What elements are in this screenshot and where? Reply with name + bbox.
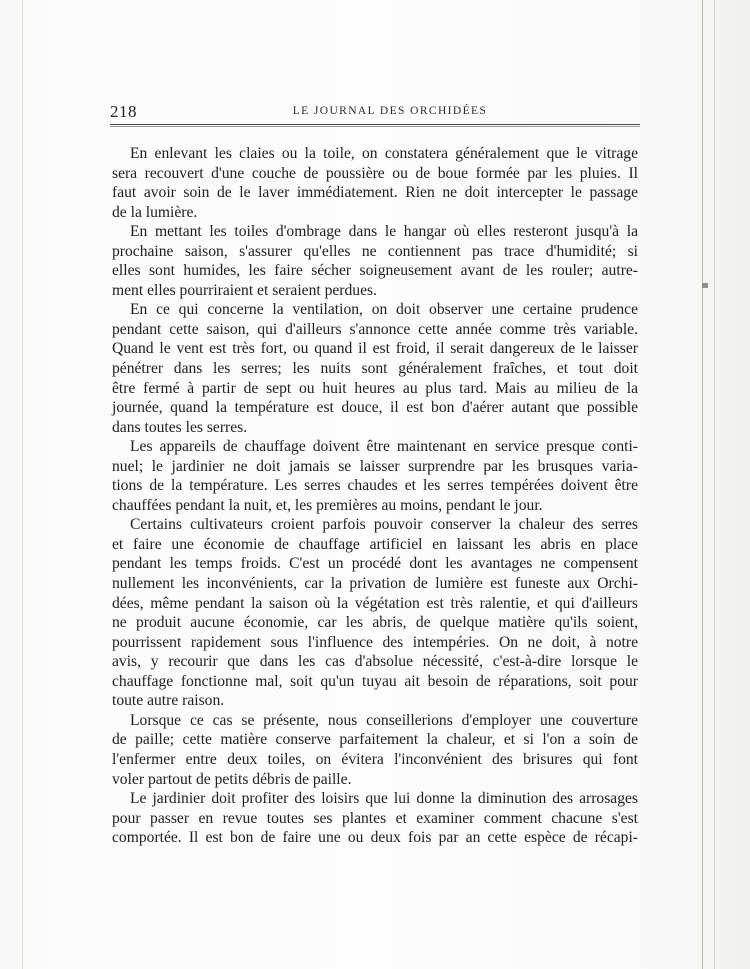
text-line: chauffées pendant la nuit, et, les premières au moins, pendant le jour. [112,496,543,514]
header-rule-thin [110,126,640,127]
paragraph [112,711,638,789]
text-line: Certains cultivateurs croient parfois pouvoir conserver la chaleur des serres [130,516,638,534]
text-line: dées, même pendant la saison où la végétation est très ralentie, et qui d'ailleurs [112,594,638,612]
running-head [110,102,640,122]
text-line: avis, y recourir que dans les cas d'absolue nécessité, c'est-à-dire lorsque le [112,653,638,671]
text-line: dans toutes les serres. [112,418,248,436]
text-line: Les appareils de chauffage doivent être maintenant en service presque conti- [130,438,638,456]
text-line: nuel; le jardinier ne doit jamais se laisser surprendre par les brusques varia- [112,457,638,475]
paragraph [112,437,638,515]
text-line: Le jardinier doit profiter des loisirs que lui donne la diminution des arrosages [130,790,638,808]
text-line: ment elles pourriraient et seraient perdues. [112,281,377,299]
journal-title: LE JOURNAL DES ORCHIDÉES [292,105,488,117]
text-line: pénétrer dans les serres; les nuits sont généralement fraîches, et tout doit [112,360,638,378]
text-line: être fermé à partir de sept ou huit heures au plus tard. Mais au milieu de la [112,379,638,397]
page-edge-left [22,0,23,969]
text-line: voler partout de petits débris de paille. [112,770,352,788]
text-line: toute autre raison. [112,692,225,710]
text-line: ne produit aucune économie, car les abris, de quelque matière qu'ils soient, [112,614,638,632]
paragraph [112,789,638,848]
article-body [112,144,638,848]
page-edge-right-outer [714,0,715,969]
text-line: pourrissent rapidement sous l'influence des intempéries. On ne doit, à notre [112,633,638,651]
text-line: de paille; cette matière conserve parfaitement la chaleur, et si l'on a soin de [112,731,638,749]
header-rule [110,124,640,125]
text-line: comportée. Il est bon de faire une ou deux fois par an cette espèce de récapi- [112,829,638,847]
text-line: En mettant les toiles d'ombrage dans le hangar où elles resteront jusqu'à la [130,223,638,241]
paragraph [112,515,638,710]
paragraph [112,300,638,437]
text-line: Lorsque ce cas se présente, nous conseillerions d'employer une couverture [130,711,638,729]
text-line: Quand le vent est très fort, ou quand il est froid, il serait dangereux de le laisser [112,340,638,358]
page-number: 218 [110,102,137,121]
text-line: faut avoir soin de le laver immédiatement. Rien ne doit intercepter le passage [112,184,638,202]
text-line: En enlevant les claies ou la toile, on constatera généralement que le vitrage [130,145,638,162]
text-line: pour passer en revue toutes ses plantes et examiner comment chacune s'est [112,809,638,827]
binding-mark [702,283,708,288]
text-line: pendant les temps froids. C'est un procédé dont les avantages ne compensent [112,555,638,573]
paragraph [112,144,638,222]
page-edge-right [702,0,703,969]
text-line: de la lumière. [112,203,198,221]
paragraph [112,222,638,300]
text-line: sera recouvert d'une couche de poussière ou de boue formée par les pluies. Il [112,164,638,182]
text-line: chauffage fonctionne mal, soit qu'un tuyau ait besoin de réparations, soit pour [112,672,638,690]
text-line: tions de la température. Les serres chaudes et les serres tempérées doivent être [112,477,638,495]
text-line: prochaine saison, s'assurer qu'elles ne contiennent pas trace d'humidité; si [112,242,638,260]
text-line: et faire une économie de chauffage artificiel en laissant les abris en place [112,535,638,553]
text-line: pendant cette saison, qui d'ailleurs s'annonce cette année comme très variable. [112,320,638,338]
text-line: elles sont humides, les faire sécher soigneusement avant de les rouler; autre- [112,262,638,280]
text-line: l'enfermer entre deux toiles, on évitera l'inconvénient des brisures qui font [112,750,638,768]
text-line: nullement les inconvénients, car la privation de lumière est funeste aux Orchi- [112,575,638,593]
text-line: journée, quand la température est douce, il est bon d'aérer autant que possible [112,399,638,417]
text-line: En ce qui concerne la ventilation, on doit observer une certaine prudence [130,301,638,319]
